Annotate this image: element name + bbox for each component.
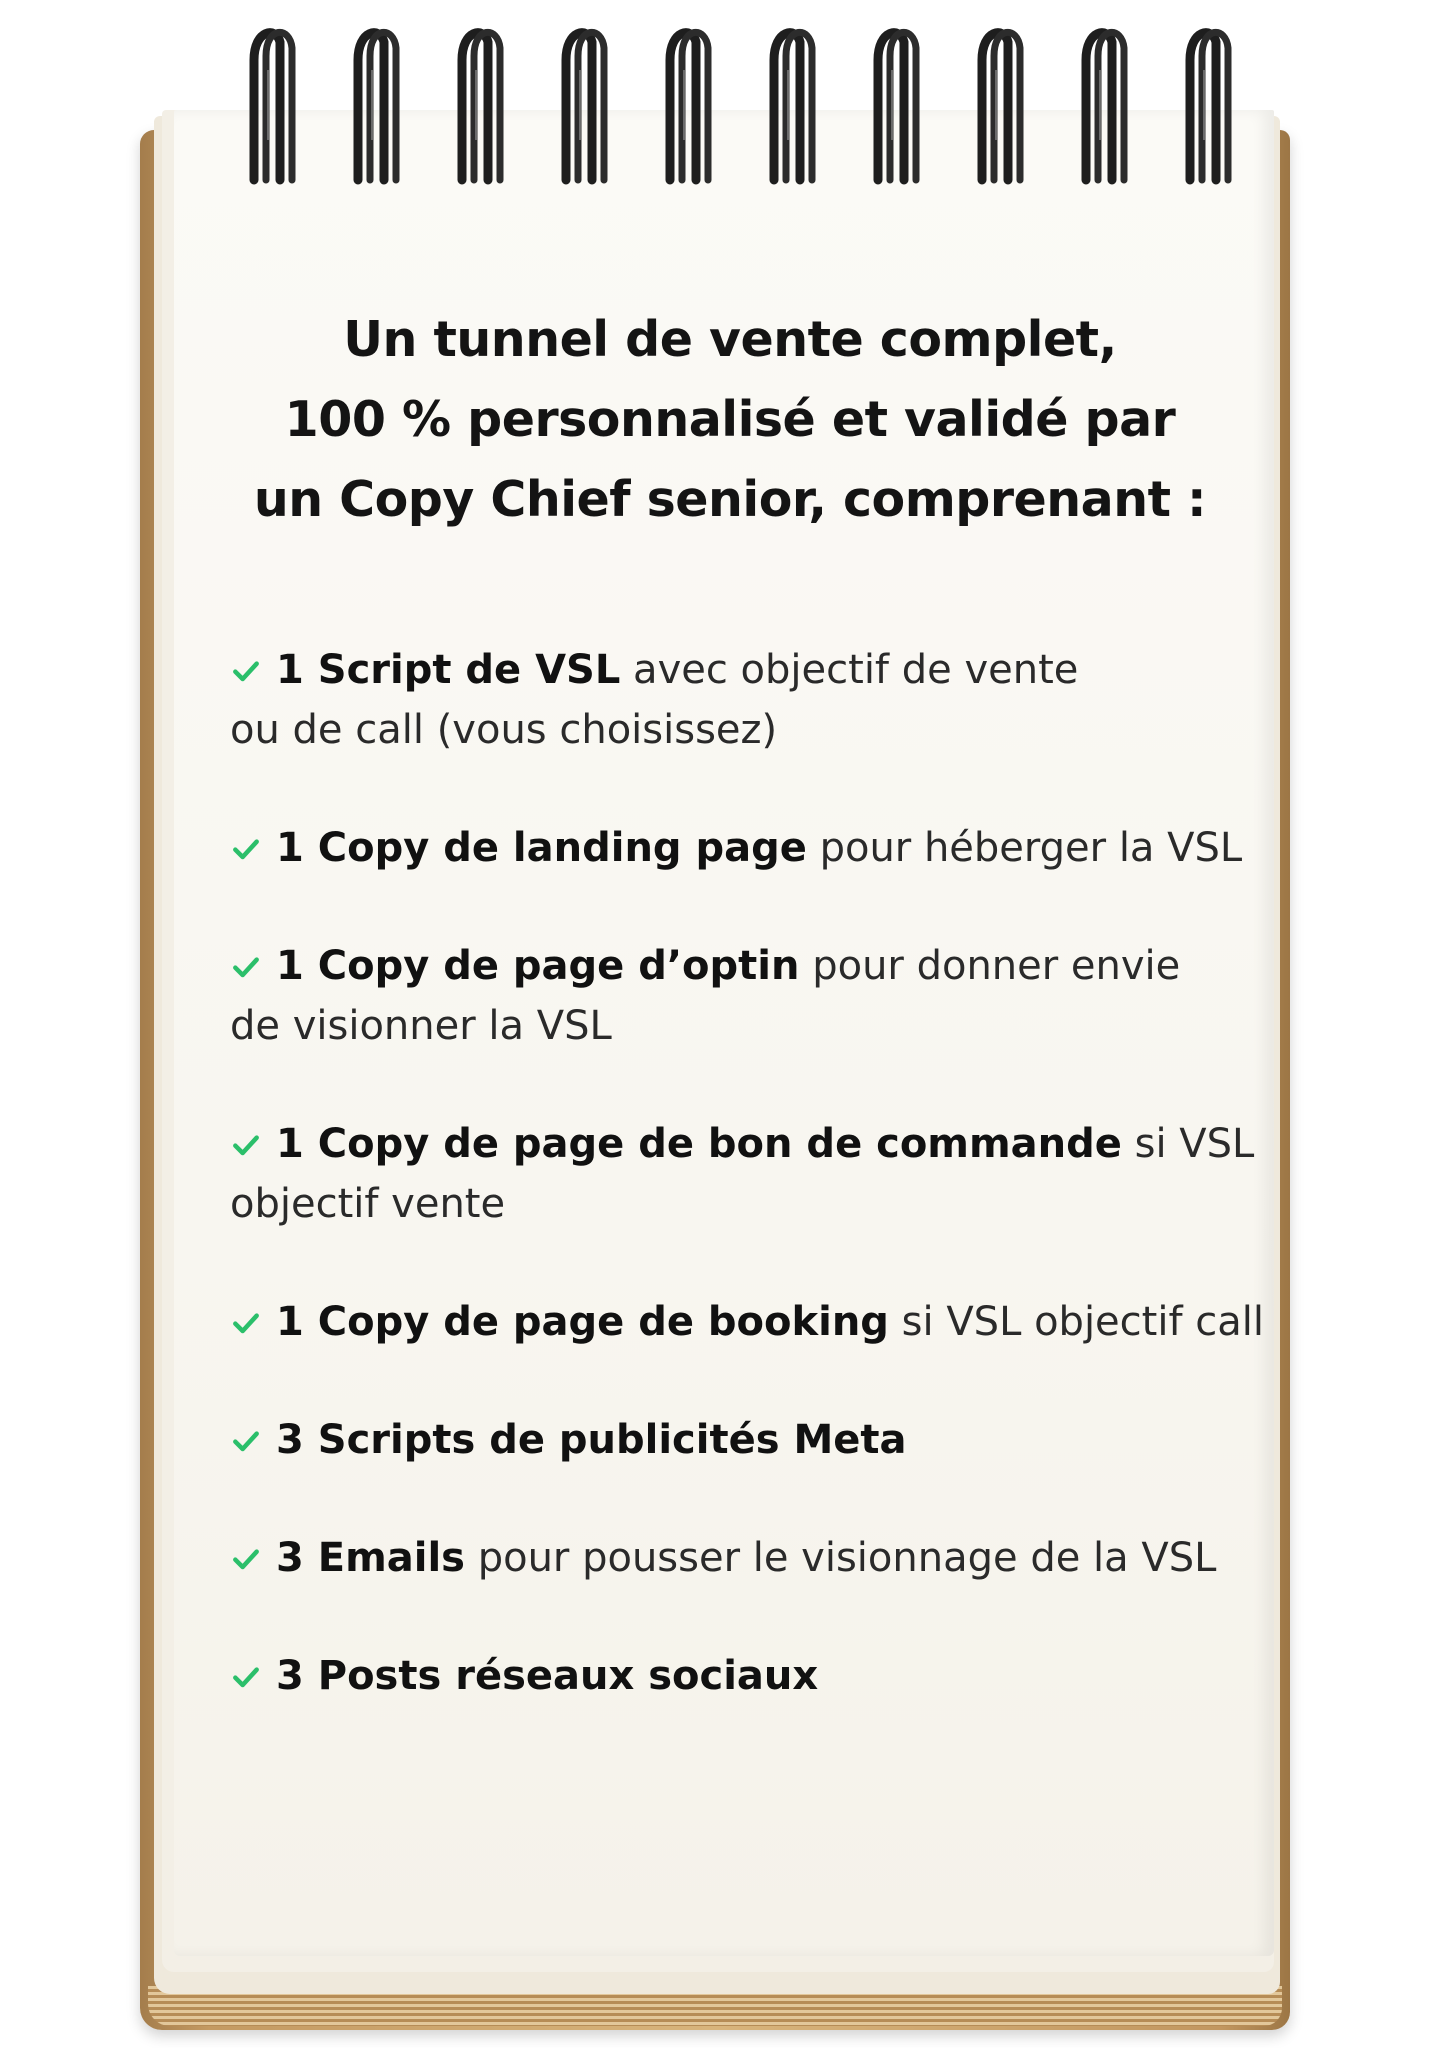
spiral-ring-icon (240, 20, 300, 200)
spiral-ring-icon (864, 20, 924, 200)
list-item-text: pour héberger la VSL (806, 825, 1243, 871)
check-icon (230, 951, 262, 983)
list-item-text: avec objectif de vente (620, 647, 1079, 693)
list-item (230, 640, 1260, 760)
list-item (230, 936, 1260, 1056)
check-icon (230, 655, 262, 687)
check-icon (230, 1307, 262, 1339)
spiral-binding (240, 20, 1250, 200)
spiral-ring-icon (968, 20, 1028, 200)
list-item-bold: 3 Scripts de publicités Meta (276, 1417, 907, 1463)
spiral-ring-icon (344, 20, 404, 200)
check-icon (230, 1543, 262, 1575)
headline (200, 300, 1260, 540)
list-item (230, 1528, 1260, 1588)
list-item-text: si VSL (1121, 1121, 1255, 1167)
check-icon (230, 1129, 262, 1161)
spiral-ring-icon (448, 20, 508, 200)
list-item-bold: 1 Copy de landing page (276, 825, 807, 871)
list-item-bold: 3 Emails (276, 1535, 465, 1581)
list-item-bold: 1 Script de VSL (276, 647, 621, 693)
headline-line-1: Un tunnel de vente complet, (343, 311, 1117, 368)
list-item-continuation: objectif vente (230, 1181, 506, 1227)
spiral-ring-icon (1072, 20, 1132, 200)
check-icon (230, 1661, 262, 1693)
headline-line-3: un Copy Chief senior, comprenant : (253, 471, 1207, 528)
list-item-text: si VSL objectif call (888, 1299, 1264, 1345)
spiral-ring-icon (760, 20, 820, 200)
spiral-ring-icon (1176, 20, 1236, 200)
list-item-bold: 1 Copy de page d’optin (276, 943, 800, 989)
headline-line-2: 100 % personnalisé et validé par (284, 391, 1176, 448)
list-item (230, 1410, 1260, 1470)
list-item (230, 1114, 1260, 1234)
list-item-bold: 1 Copy de page de booking (276, 1299, 889, 1345)
spiral-ring-icon (552, 20, 612, 200)
list-item (230, 1292, 1264, 1352)
list-item (230, 818, 1260, 878)
list-item (230, 1646, 1260, 1706)
list-item-bold: 1 Copy de page de bon de commande (276, 1121, 1122, 1167)
list-item-text: pour pousser le visionnage de la VSL (464, 1535, 1217, 1581)
list-item-continuation: de visionner la VSL (230, 1003, 612, 1049)
check-icon (230, 1425, 262, 1457)
list-item-text: pour donner envie (799, 943, 1181, 989)
list-item-bold: 3 Posts réseaux sociaux (276, 1653, 819, 1699)
spiral-ring-icon (656, 20, 716, 200)
check-icon (230, 833, 262, 865)
list-item-continuation: ou de call (vous choisissez) (230, 707, 778, 753)
